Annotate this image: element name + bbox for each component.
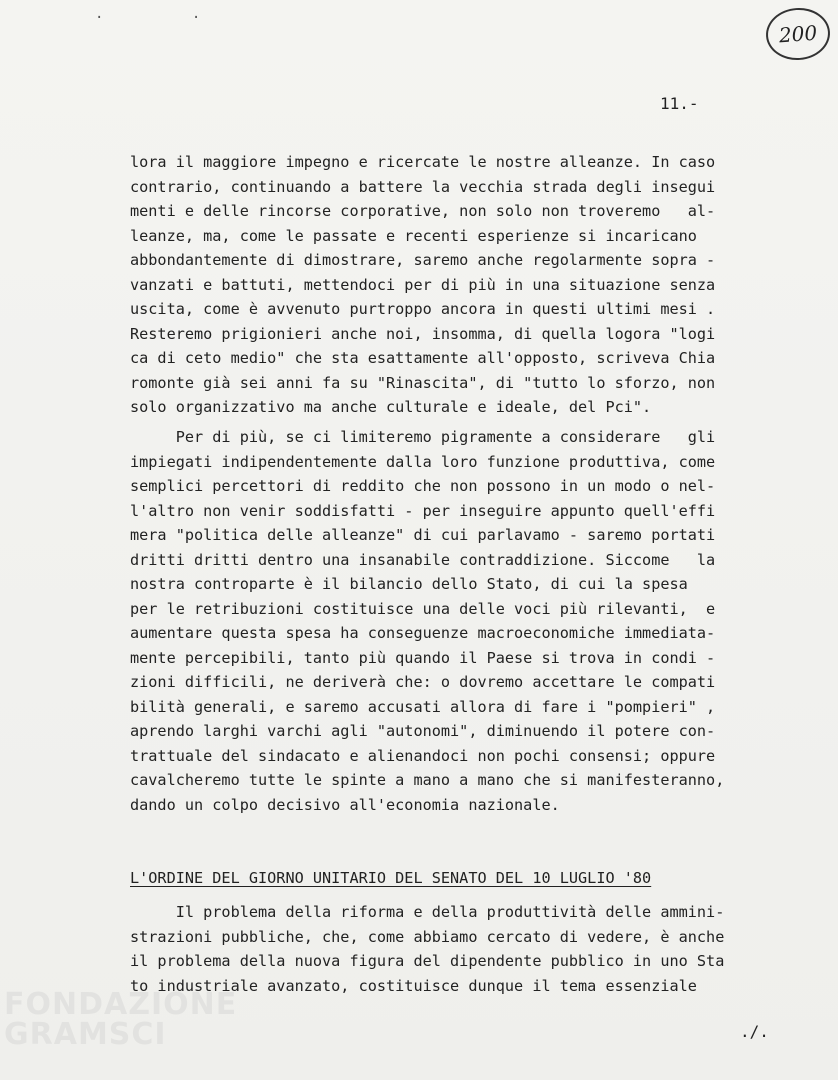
paragraph-2: Per di più, se ci limiteremo pigramente a considerare gli impiegati indipendentemente dalla loro funzione produttiva, come semplici percettori di reddito che non possono in un modo o nel- l'altro non venir soddisfatti - per inseguire appunto quell'effi mera "politica delle alleanze" di cui parlavamo - saremo portati dritti dritti dentro una insanabile contraddizione. Siccome la nostra controparte è il bilancio dello Stato, di cui la spesa per le retribuzioni costituisce una delle voci più rilevanti, e aumentare questa spesa ha conseguenze macroeconomiche immediata- mente percepibili, tanto più quando il Paese si trova in condi - zioni difficili, ne deriverà che: o dovremo accettare le compati bilità generali, e saremo accusati allora di fare i "pompieri" , aprendo larghi varchi agli "autonomi", diminuendo il potere con- trattuale del sindacato e alienandoci non pochi consensi; oppure cavalcheremo tutte le spinte a mano a mano che si manifesteranno, dando un colpo decisivo all'economia nazionale. <box>130 428 725 814</box>
margin-dots: · · <box>95 10 241 26</box>
paragraph-1: lora il maggiore impegno e ricercate le nostre alleanze. In caso contrario, continuando a battere la vecchia strada degli insegui menti e delle rincorse corporative, non solo non troveremo al- leanze, ma, come le passate e recenti esperienze si incaricano abbondantemente di dimostrare, saremo anche regolarmente sopra - vanzati e battuti, mettendoci per di più in una situazione senza uscita, come è avvenuto purtroppo ancora in questi ultimi mesi . Resteremo prigionieri anche noi, insomma, di quella logora "logi ca di ceto medio" che sta esattamente all'opposto, scriveva Chia romonte già sei anni fa su "Rinascita", di "tutto lo sforzo, non solo organizzativo ma anche culturale e ideale, del Pci". <box>130 153 716 416</box>
continuation-mark: ./. <box>740 1022 769 1041</box>
page-number: 11.- <box>660 94 699 113</box>
archive-watermark: FONDAZIONE GRAMSCI <box>4 987 238 1052</box>
paragraph-3: Il problema della riforma e della produttività delle ammini- strazioni pubbliche, che, come abbiamo cercato di vedere, è anche il problema della nuova figura del dipendente pubblico in uno Sta to industriale avanzato, costituisce dunque il tema essenziale <box>130 903 725 995</box>
section-heading: L'ORDINE DEL GIORNO UNITARIO DEL SENATO DEL 10 LUGLIO '80 <box>130 869 652 887</box>
page-stamp: 200 <box>764 6 831 62</box>
